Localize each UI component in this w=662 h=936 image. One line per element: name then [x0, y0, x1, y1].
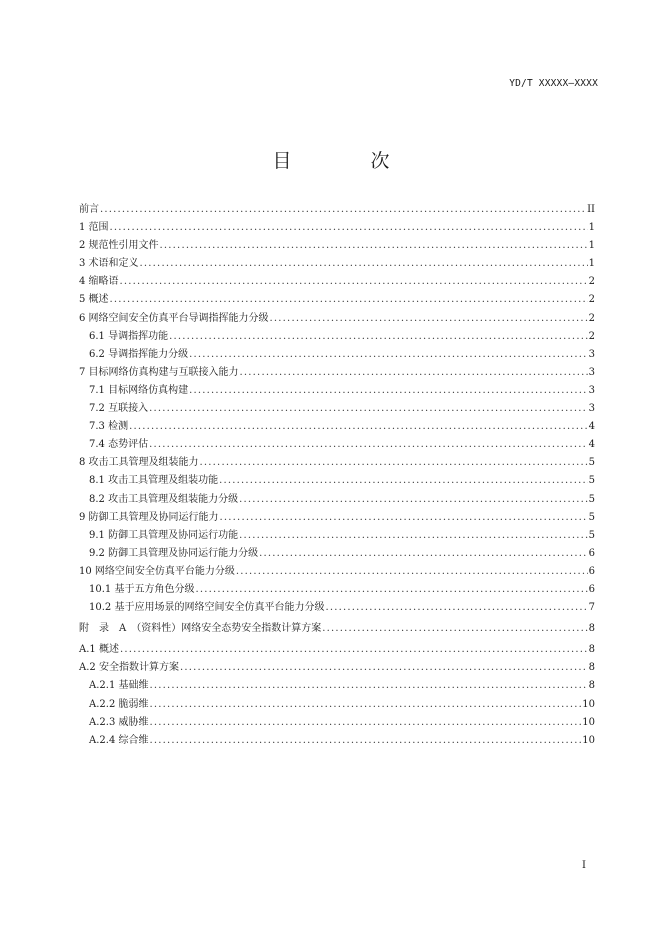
toc-entry-title: 1 范围 — [79, 222, 109, 234]
toc-leader-dots — [149, 436, 588, 454]
toc-entry-page: 1 — [588, 258, 595, 270]
toc-entry[interactable] — [79, 620, 595, 638]
toc-entry-title: 6.2 导调指挥能力分级 — [89, 348, 189, 360]
toc-entry-page: 6 — [588, 583, 595, 595]
toc-entry-page: 3 — [588, 403, 595, 415]
toc-entry[interactable] — [79, 696, 595, 714]
toc-entry-title: A.2.3 威胁维 — [89, 716, 149, 728]
toc-entry-page: 2 — [588, 276, 595, 288]
toc-entry-page: 5 — [588, 529, 595, 541]
toc-entry-page: 3 — [588, 366, 595, 378]
toc-entry-page: 5 — [588, 457, 595, 469]
toc-entry[interactable] — [79, 237, 595, 255]
toc-entry-title: 10 网络空间安全仿真平台能力分级 — [79, 565, 235, 577]
toc-entry-title: 6.1 导调指挥功能 — [89, 330, 169, 342]
toc-entry[interactable] — [79, 291, 595, 309]
toc-entry-page: 7 — [588, 602, 595, 614]
toc-leader-dots — [219, 472, 588, 490]
toc-leader-dots — [236, 563, 588, 581]
toc-entry[interactable] — [79, 599, 595, 617]
toc-entry-title: 7.4 态势评估 — [89, 439, 149, 451]
toc-leader-dots — [259, 545, 588, 563]
toc-entry[interactable] — [79, 491, 595, 509]
toc-entry-page: II — [587, 204, 595, 215]
toc-entry-page: 5 — [588, 493, 595, 505]
toc-leader-dots — [120, 273, 588, 291]
toc-entry-title: A.2.1 基础维 — [89, 680, 149, 692]
toc-entry[interactable] — [79, 677, 595, 695]
toc-entry[interactable] — [79, 418, 595, 436]
toc-leader-dots — [120, 641, 588, 659]
toc-entry-page: 4 — [588, 421, 595, 433]
toc-leader-dots — [149, 677, 587, 695]
toc-leader-dots — [189, 346, 588, 364]
toc-entry[interactable] — [79, 364, 595, 382]
toc-entry-title: 5 概述 — [79, 294, 109, 306]
toc-entry[interactable] — [79, 472, 595, 490]
toc-entry-title: 3 术语和定义 — [79, 258, 139, 270]
toc-entry-page: 3 — [588, 348, 595, 360]
toc-entry[interactable] — [79, 219, 595, 237]
toc-entry-page: 2 — [588, 312, 595, 324]
toc-entry[interactable] — [79, 382, 595, 400]
toc-entry-title: 8.2 攻击工具管理及组装能力分级 — [89, 493, 239, 505]
toc-leader-dots — [100, 201, 586, 219]
toc-entry-title: 9 防御工具管理及协同运行能力 — [79, 511, 219, 523]
toc-entry-page: 8 — [588, 644, 595, 656]
toc-entry-title: 9.1 防御工具管理及协同运行功能 — [89, 529, 239, 541]
toc-leader-dots — [189, 382, 588, 400]
toc-entry-title: 8.1 攻击工具管理及组装功能 — [89, 475, 219, 487]
toc-leader-dots — [110, 291, 588, 309]
toc-entry[interactable] — [79, 509, 595, 527]
toc-entry-page: 5 — [588, 475, 595, 487]
toc-entry-title: 8 攻击工具管理及组装能力 — [79, 457, 199, 469]
table-of-contents — [79, 201, 595, 750]
toc-entry-title: 前言 — [79, 204, 99, 215]
toc-entry-title: 附 录 A （资料性）网络安全态势安全指数计算方案 — [79, 623, 322, 635]
toc-entry-title: A.2 安全指数计算方案 — [79, 662, 179, 674]
toc-entry-title: 10.1 基于五方角色分级 — [89, 583, 195, 595]
toc-entry-page: 3 — [588, 384, 595, 396]
toc-leader-dots — [270, 310, 588, 328]
toc-entry-title: 7 目标网络仿真构建与互联接入能力 — [79, 366, 239, 378]
toc-leader-dots — [110, 219, 588, 237]
toc-entry[interactable] — [79, 273, 595, 291]
toc-leader-dots — [149, 696, 581, 714]
toc-leader-dots — [129, 418, 588, 436]
toc-entry-page: 10 — [582, 716, 595, 728]
toc-entry[interactable] — [79, 436, 595, 454]
toc-entry-page: 6 — [588, 565, 595, 577]
toc-leader-dots — [169, 328, 588, 346]
toc-entry[interactable] — [79, 659, 595, 677]
document-number: YD/T XXXXX—XXXX — [509, 78, 598, 89]
toc-entry-page: 1 — [588, 240, 595, 252]
toc-entry-title: 7.1 目标网络仿真构建 — [89, 384, 189, 396]
page-title: 目 次 — [272, 150, 420, 172]
toc-entry-title: 10.2 基于应用场景的网络空间安全仿真平台能力分级 — [89, 602, 325, 614]
toc-entry-page: 8 — [588, 680, 595, 692]
toc-entry-page: 2 — [588, 330, 595, 342]
toc-entry[interactable] — [79, 714, 595, 732]
toc-entry-page: 10 — [582, 698, 595, 710]
toc-leader-dots — [200, 454, 588, 472]
toc-entry-page: 2 — [588, 294, 595, 306]
toc-entry-page: 10 — [582, 734, 595, 746]
toc-entry-title: 2 规范性引用文件 — [79, 240, 159, 252]
toc-entry-title: A.1 概述 — [79, 644, 119, 656]
toc-entry[interactable] — [79, 346, 595, 364]
toc-entry-page: 6 — [588, 547, 595, 559]
toc-leader-dots — [220, 509, 588, 527]
toc-entry[interactable] — [79, 400, 595, 418]
toc-entry-title: A.2.4 综合维 — [89, 734, 149, 746]
toc-leader-dots — [160, 237, 588, 255]
toc-leader-dots — [149, 400, 588, 418]
toc-entry[interactable] — [79, 732, 595, 750]
toc-entry-page: 8 — [588, 662, 595, 674]
toc-entry[interactable] — [79, 527, 595, 545]
toc-entry[interactable] — [79, 545, 595, 563]
toc-entry-page: 1 — [588, 222, 595, 234]
toc-entry[interactable] — [79, 454, 595, 472]
toc-entry[interactable] — [79, 328, 595, 346]
toc-entry[interactable] — [79, 255, 595, 273]
toc-leader-dots — [149, 714, 581, 732]
toc-leader-dots — [240, 364, 588, 382]
toc-entry-page: 4 — [588, 439, 595, 451]
toc-leader-dots — [149, 732, 581, 750]
page-number: I — [582, 860, 586, 871]
toc-entry-title: 9.2 防御工具管理及协同运行能力分级 — [89, 547, 259, 559]
toc-entry-page: 8 — [588, 623, 595, 635]
toc-leader-dots — [180, 659, 588, 677]
toc-entry-title: 6 网络空间安全仿真平台导调指挥能力分级 — [79, 312, 269, 324]
toc-leader-dots — [195, 581, 587, 599]
toc-entry[interactable] — [79, 201, 595, 219]
toc-entry-page: 5 — [588, 511, 595, 523]
toc-entry[interactable] — [79, 563, 595, 581]
toc-entry-title: A.2.2 脆弱维 — [89, 698, 149, 710]
toc-entry-title: 4 缩略语 — [79, 276, 119, 288]
toc-entry[interactable] — [79, 310, 595, 328]
toc-leader-dots — [239, 527, 588, 545]
toc-leader-dots — [322, 620, 587, 638]
toc-leader-dots — [239, 491, 588, 509]
toc-entry-title: 7.3 检测 — [89, 421, 129, 433]
toc-leader-dots — [325, 599, 587, 617]
toc-entry-title: 7.2 互联接入 — [89, 403, 149, 415]
toc-leader-dots — [140, 255, 588, 273]
toc-entry[interactable] — [79, 641, 595, 659]
toc-entry[interactable] — [79, 581, 595, 599]
